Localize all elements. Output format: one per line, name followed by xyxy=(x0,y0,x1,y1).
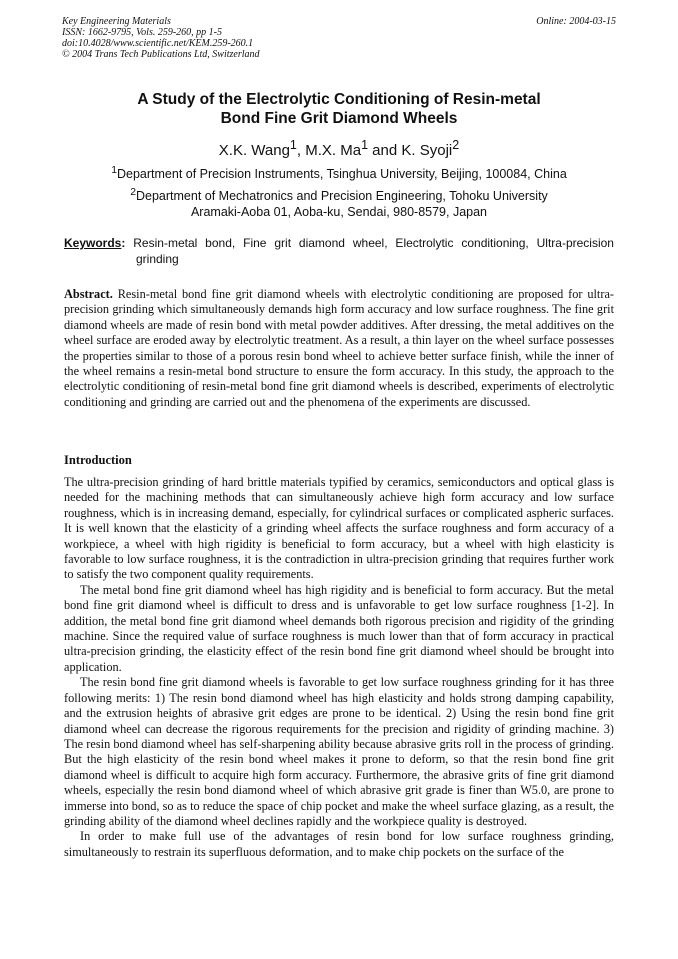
paper-title xyxy=(40,90,638,128)
affiliation-2 xyxy=(0,185,678,220)
title-line-1: A Study of the Electrolytic Conditioning of Resin-metal xyxy=(137,91,541,108)
journal-name: Key Engineering Materials xyxy=(62,16,171,27)
affiliation-2-line-2: Aramaki-Aoba 01, Aoba-ku, Sendai, 980-8579, Japan xyxy=(190,205,488,220)
introduction-body xyxy=(64,475,614,860)
author-list xyxy=(0,138,678,159)
issn-line: ISSN: 1662-9795, Vols. 259-260, pp 1-5 xyxy=(62,27,222,38)
affiliation-1 xyxy=(0,163,678,182)
affiliation-1-text: Department of Precision Instruments, Tsinghua University, Beijing, 100084, China xyxy=(117,167,567,182)
keywords-text-2: grinding xyxy=(136,252,179,266)
affiliation-1-mark: 1 xyxy=(111,165,117,176)
affiliation-2-mark: 2 xyxy=(130,187,136,198)
intro-paragraph-2: The metal bond fine grit diamond wheel has high rigidity and is beneficial to form accuracy. But the metal bond fine grit diamond wheel is difficult to dress and is unfavorable to get low surface roughness [1-2]. In addition, the metal bond fine grit diamond wheel demands both rigorous precision and rigidity of the grinding machine. Since the required value of surface roughness is much lower than that of form accuracy in practical ultra-precision grinding, the elasticity effect of the resin bond fine grit diamond wheel should be brought into application. xyxy=(64,582,614,674)
author-separator: and xyxy=(368,142,402,159)
author-3: K. Syoji xyxy=(401,142,453,159)
intro-paragraph-4: In order to make full use of the advantages of resin bond for low surface roughness grinding, simultaneously to restrain its superfluous deformation, and to make chip pockets on the surface of the xyxy=(64,829,614,859)
author-2: M.X. Ma xyxy=(305,142,362,159)
abstract-text: Resin-metal bond fine grit diamond wheels with electrolytic conditioning are proposed for ultra-precision grinding which simultaneously demands high form accuracy and low surface roughness. The fine grit diamond wheels are made of resin bond with metal powder additives. After dressing, the metal additives on the wheel surface are eroded away by electrolytic treatment. As a result, a thin layer on the wheel surface possesses the properties similar to those of a porous resin bond wheel to achieve better surface finish, while the inner of the wheel remains a resin-metal bond structure to ensure the form accuracy. In this study, the approach to the electrolytic conditioning of resin-metal bond fine grit diamond wheels is described, experiments of electrolytic conditioning and grinding are carried out and the phenomena of the experiments are discussed. xyxy=(64,287,614,409)
author-separator: , xyxy=(296,142,306,159)
doi-line: doi:10.4028/www.scientific.net/KEM.259-260.1 xyxy=(62,38,254,49)
keywords-text-1: Resin-metal bond, Fine grit diamond wheel, Electrolytic conditioning, Ultra-precision xyxy=(133,236,614,250)
abstract xyxy=(64,287,614,410)
abstract-label: Abstract. xyxy=(64,287,113,301)
keywords-colon: : xyxy=(121,236,126,250)
section-heading-introduction: Introduction xyxy=(64,453,132,467)
author-1: X.K. Wang xyxy=(218,142,290,159)
intro-paragraph-3: The resin bond fine grit diamond wheels is favorable to get low surface roughness grinding for it has three following merits: 1) The resin bond diamond wheel has high elasticity and holds strong damping capability, and the extrusion heights of abrasive grit edges are prone to be identical. 2) Using the resin bond fine grit diamond wheel can decrease the rigorous requirements for the precision and rigidity of grinding machine. 3) The resin bond diamond wheel has self-sharpening ability because abrasive grits roll in the process of grinding. But the high elasticity of the resin bond wheel makes it prone to deform, so that the resin bond fine grit diamond wheel is difficult to acquire high form accuracy. Furthermore, the abrasive grits of fine grit diamond wheels, especially the resin bond diamond wheel of which abrasive grit grade is finer than W5.0, are prone to immerse into bond, so as to reduce the space of chip pocket and make the wheel surface glazing, as a result, the grinding ability of the diamond wheel declines rapidly and the workpiece quality is destroyed. xyxy=(64,675,614,828)
author-1-affiliation-mark: 1 xyxy=(289,138,297,152)
affiliation-2-line-1: Department of Mechatronics and Precision Engineering, Tohoku University xyxy=(136,189,548,204)
keywords-label: Keywords xyxy=(64,236,122,250)
intro-paragraph-1: The ultra-precision grinding of hard brittle materials typified by ceramics, semiconductors and optical glass is needed for the machining methods that can simultaneously achieve high form accuracy and low surface roughness, which is in increasing demand, especially, for cylindrical surfaces or complicated aspheric surfaces. It is well known that the elasticity of a grinding wheel affects the surface roughness and form accuracy of a workpiece, a wheel with high rigidity is beneficial to form accuracy, but a wheel with high elasticity is favorable to low surface roughness, it is the contradiction in ultra-precision grinding that requires further work to satisfy the two component quality requirements. xyxy=(64,475,614,582)
author-2-affiliation-mark: 1 xyxy=(361,138,369,152)
journal-header xyxy=(62,16,616,60)
online-date: Online: 2004-03-15 xyxy=(536,16,616,27)
author-3-affiliation-mark: 2 xyxy=(452,138,460,152)
keywords-block xyxy=(64,235,614,267)
title-line-2: Bond Fine Grit Diamond Wheels xyxy=(220,110,458,127)
copyright-line: © 2004 Trans Tech Publications Ltd, Switzerland xyxy=(62,49,260,60)
